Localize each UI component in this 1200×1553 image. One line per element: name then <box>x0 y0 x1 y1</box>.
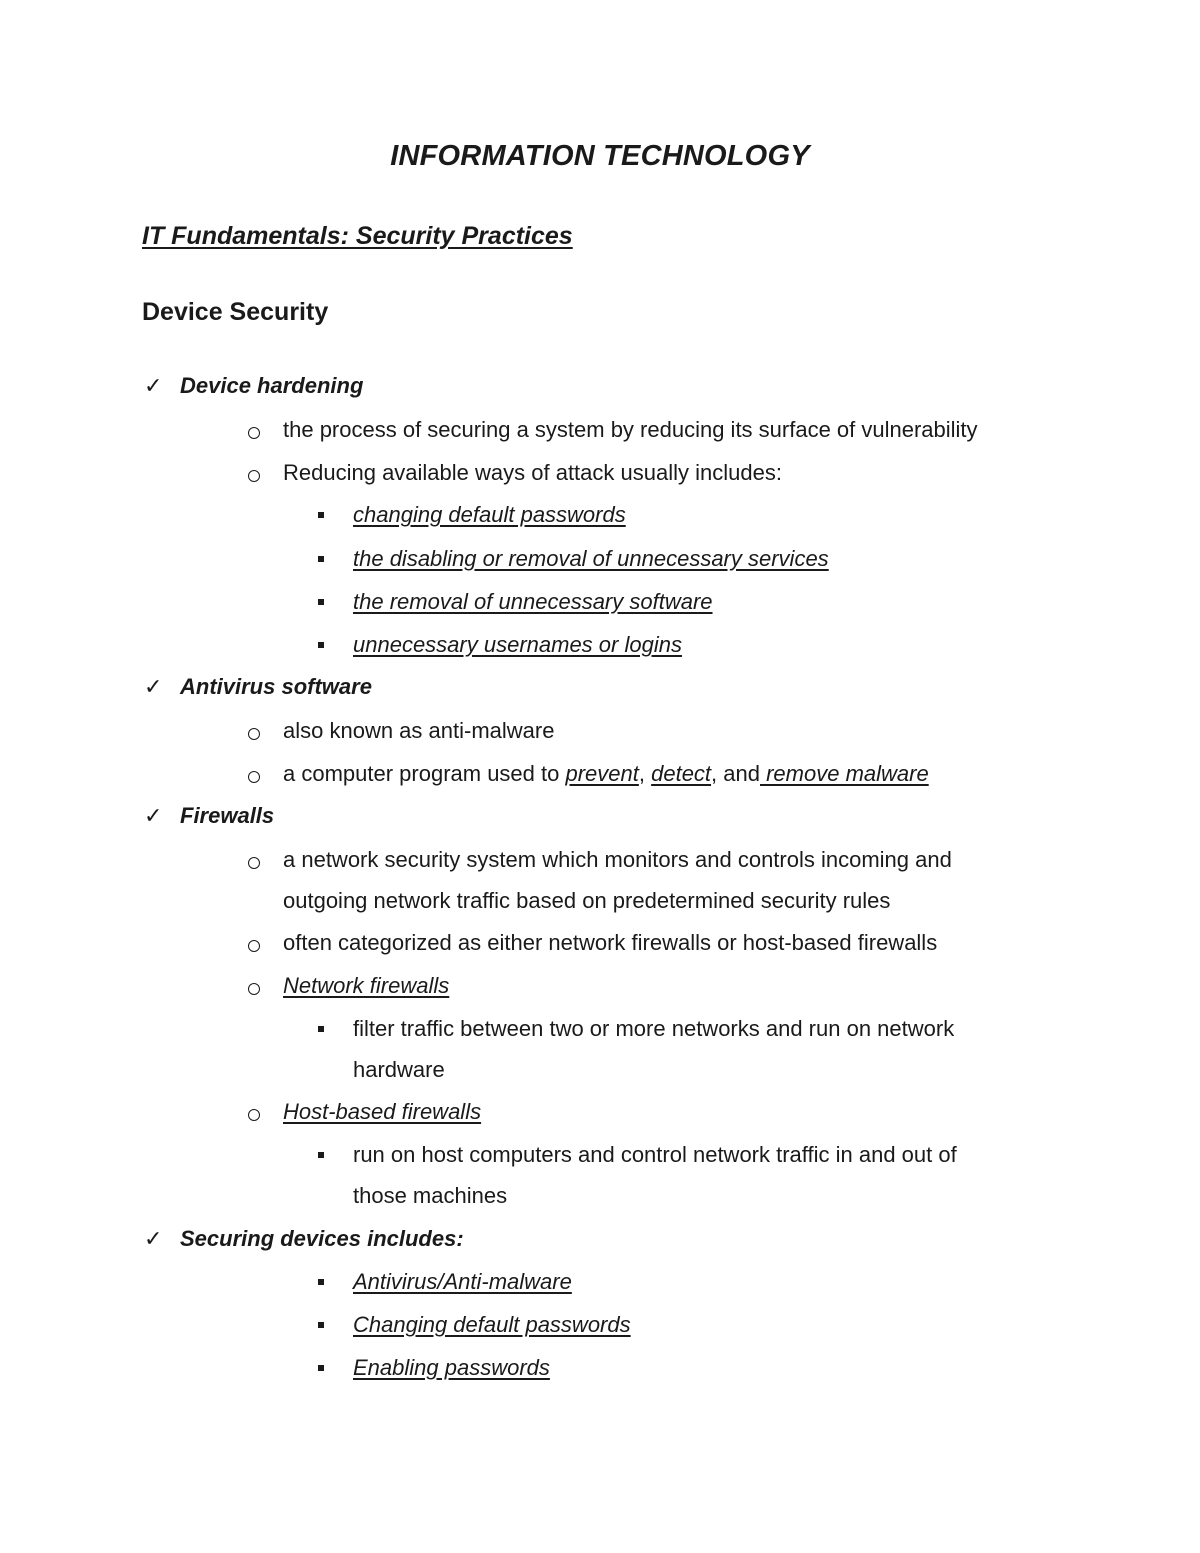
firewalls-definition-line2: outgoing network traffic based on predetermined security rules <box>283 888 891 913</box>
firewalls-categorized: often categorized as either network firewalls or host-based firewalls <box>283 930 938 955</box>
check-icon: ✓ <box>144 373 163 398</box>
square-bullet-icon <box>318 1365 324 1371</box>
check-icon: ✓ <box>144 674 163 699</box>
list-item: Changing default passwords <box>353 1312 631 1337</box>
item-heading-antivirus: Antivirus software <box>180 674 372 699</box>
circle-bullet-icon <box>248 940 260 952</box>
antivirus-aka: also known as anti-malware <box>283 718 555 743</box>
antivirus-remove: remove malware <box>759 761 929 786</box>
list-item: changing default passwords <box>353 502 626 527</box>
document-subtitle: IT Fundamentals: Security Practices <box>142 222 573 250</box>
list-item: Antivirus/Anti-malware <box>353 1269 572 1294</box>
device-hardening-definition: the process of securing a system by reducing its surface of vulnerability <box>283 417 978 442</box>
circle-bullet-icon <box>248 470 260 482</box>
network-firewalls-desc-line2: hardware <box>353 1057 445 1082</box>
list-item: the removal of unnecessary software <box>353 589 713 614</box>
square-bullet-icon <box>318 512 324 518</box>
antivirus-definition-prefix: a computer program used to <box>283 761 566 786</box>
list-item: unnecessary usernames or logins <box>353 632 682 657</box>
antivirus-comma-and: , and <box>711 761 760 786</box>
item-heading-firewalls: Firewalls <box>180 803 275 828</box>
antivirus-definition <box>283 760 929 788</box>
square-bullet-icon <box>318 642 324 648</box>
square-bullet-icon <box>318 1322 324 1328</box>
host-firewalls-desc-line1: run on host computers and control network traffic in and out of <box>353 1142 957 1167</box>
antivirus-prevent: prevent <box>565 761 639 786</box>
square-bullet-icon <box>318 556 324 562</box>
circle-bullet-icon <box>248 1109 260 1121</box>
firewalls-definition-line1: a network security system which monitors and controls incoming and <box>283 847 952 872</box>
circle-bullet-icon <box>248 983 260 995</box>
antivirus-comma: , <box>638 761 652 786</box>
circle-bullet-icon <box>248 771 260 783</box>
square-bullet-icon <box>318 599 324 605</box>
host-firewalls-label: Host-based firewalls <box>283 1099 482 1124</box>
check-icon: ✓ <box>144 1226 163 1251</box>
square-bullet-icon <box>318 1279 324 1285</box>
device-hardening-includes-intro: Reducing available ways of attack usually includes: <box>283 460 782 485</box>
list-item: Enabling passwords <box>353 1355 550 1380</box>
network-firewalls-desc-line1: filter traffic between two or more networks and run on network <box>353 1016 955 1041</box>
section-heading: Device Security <box>142 298 329 326</box>
antivirus-detect: detect <box>651 761 712 786</box>
square-bullet-icon <box>318 1152 324 1158</box>
square-bullet-icon <box>318 1026 324 1032</box>
circle-bullet-icon <box>248 728 260 740</box>
check-icon: ✓ <box>144 803 163 828</box>
circle-bullet-icon <box>248 427 260 439</box>
host-firewalls-desc-line2: those machines <box>353 1183 508 1208</box>
document-title: INFORMATION TECHNOLOGY <box>390 140 810 172</box>
circle-bullet-icon <box>248 857 260 869</box>
item-heading-device-hardening: Device hardening <box>180 373 364 398</box>
item-heading-securing-devices: Securing devices includes: <box>180 1226 464 1251</box>
network-firewalls-label: Network firewalls <box>283 973 450 998</box>
list-item: the disabling or removal of unnecessary services <box>353 546 829 571</box>
